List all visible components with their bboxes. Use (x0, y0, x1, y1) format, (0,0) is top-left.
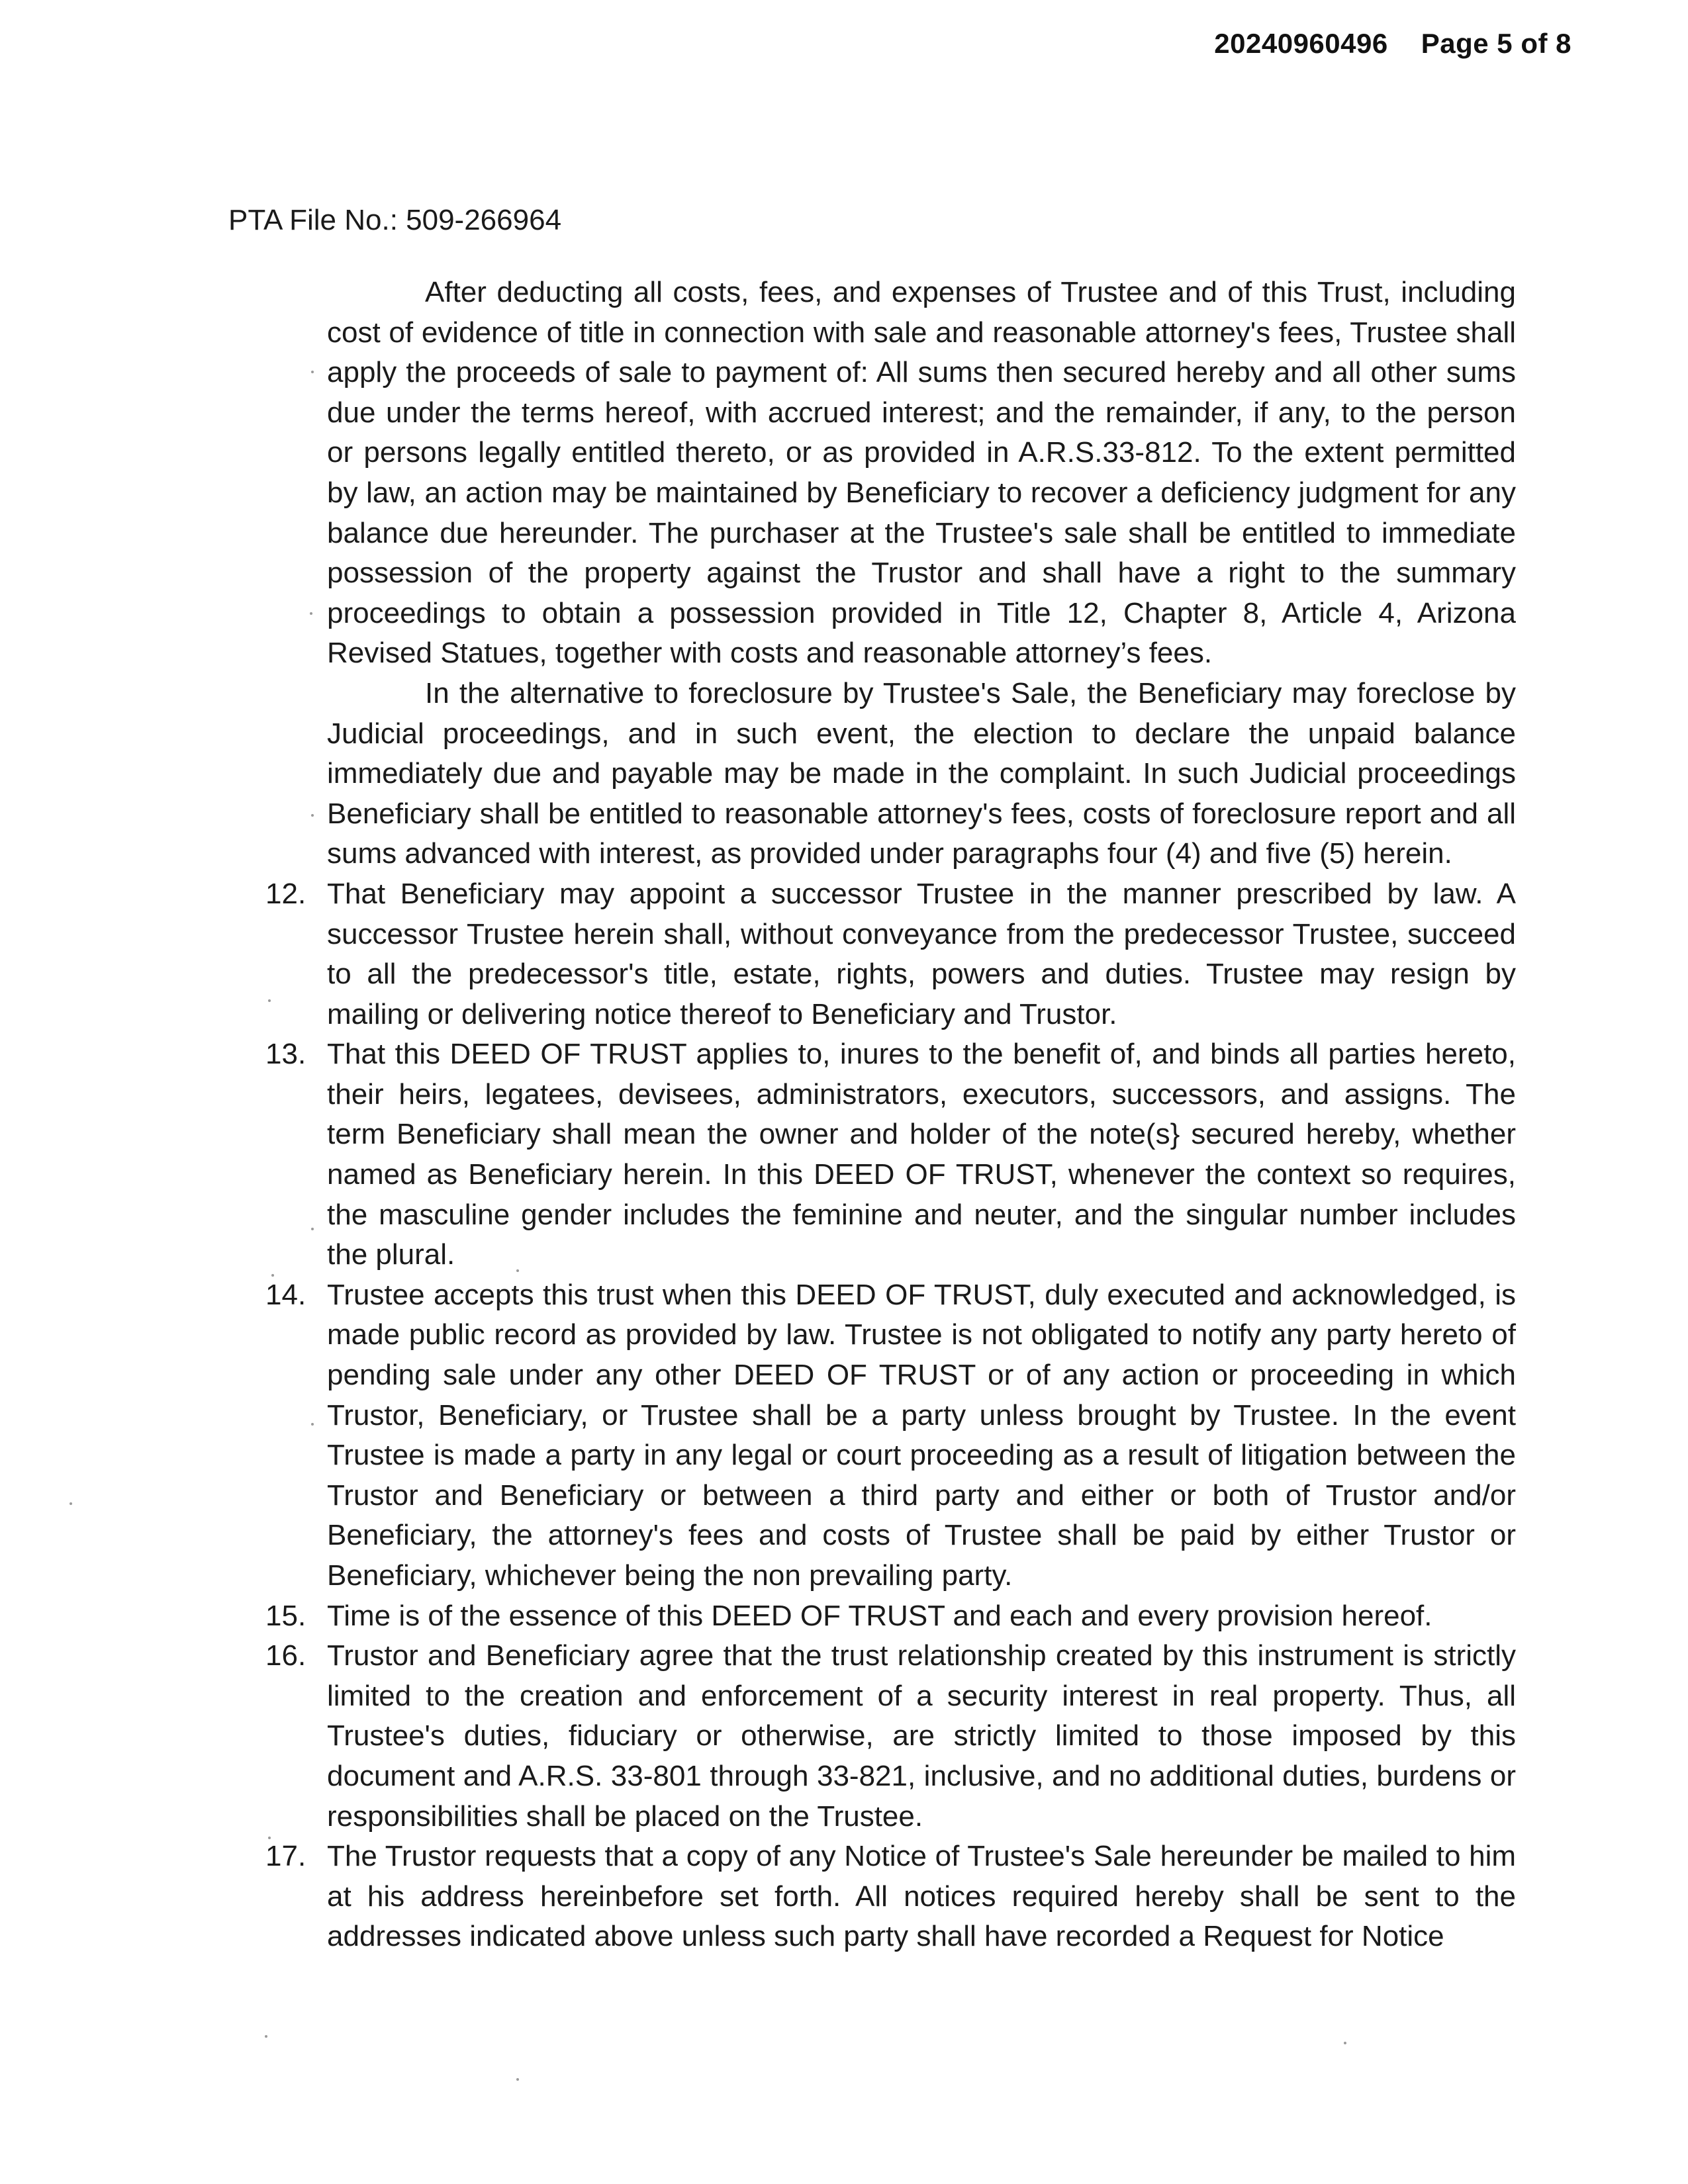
item-number: 13. (265, 1038, 306, 1071)
scan-speck (265, 2035, 267, 2038)
paragraph-proceeds: After deducting all costs, fees, and expenses of Trustee and of this Trust, including cost of evidence of title in connection with sale and reasonable attorney's fees, Trustee shall apply the proceeds of sale to payment of: All sums then secured hereby and all other sums due under the terms hereof, with accrued interest; and the remainder, if any, to the person or persons legally entitled thereto, or as provided in A.R.S.33-812. To the extent permitted by law, an action may be maintained by Beneficiary to recover a deficiency judgment for any balance due hereunder. The purchaser at the Trustee's sale shall be entitled to immediate possession of the property against the Trustor and shall have a right to the summary proceedings to obtain a possession provided in Title 12, Chapter 8, Article 4, Arizona Revised Statues, together with costs and reasonable attorney’s fees. (327, 276, 1516, 670)
scan-speck (516, 2078, 519, 2081)
scan-speck (310, 612, 312, 615)
item-number: 17. (265, 1840, 306, 1873)
recording-header (1214, 28, 1571, 60)
scan-speck (1344, 2042, 1346, 2044)
scan-speck (311, 1228, 314, 1230)
file-number: PTA File No.: 509-266964 (228, 204, 562, 236)
item-text: Time is of the essence of this DEED OF TRUST and each and every provision hereof. (327, 1599, 1432, 1632)
scan-speck (271, 1274, 274, 1277)
scan-speck (311, 814, 314, 817)
paragraph-judicial-foreclosure: In the alternative to foreclosure by Trustee's Sale, the Beneficiary may foreclose by Judicial proceedings, and in such event, the election to declare the unpaid balance immediately due and payable may be made in the complaint. In such Judicial proceedings Beneficiary shall be entitled to reasonable attorney's fees, costs of foreclosure report and all sums advanced with interest, as provided under paragraphs four (4) and five (5) herein. (327, 676, 1516, 870)
document-body (265, 273, 1516, 1957)
item-text: Trustee accepts this trust when this DEED OF TRUST, duly executed and acknowledged, is made public record as provided by law. Trustee is not obligated to notify any party hereto of pending sale under any other DEED OF TRUST or of any action or proceeding in which Trustor, Beneficiary, or Trustee shall be a party unless brought by Trustee. In the event Trustee is made a party in any legal or court proceeding as a result of litigation between the Trustor and Beneficiary or between a third party and either or both of Trustor and/or Beneficiary, the attorney's fees and costs of Trustee shall be paid by either Trustor or Beneficiary, whichever being the non prevailing party. (327, 1278, 1516, 1592)
list-item (265, 1596, 1516, 1637)
item-text: The Trustor requests that a copy of any Notice of Trustee's Sale hereunder be mailed to him at his address hereinbefore set forth. All notices required hereby shall be sent to the addresses indicated above unless such party shall have recorded a Request for Notice (327, 1840, 1516, 1953)
scan-speck (311, 371, 314, 373)
item-text: That this DEED OF TRUST applies to, inures to the benefit of, and binds all parties hereto, their heirs, legatees, devisees, administrators, executors, successors, and assigns. The term Beneficiary shall mean the owner and holder of the note(s} secured hereby, whether named as Beneficiary herein. In this DEED OF TRUST, whenever the context so requires, the masculine gender includes the feminine and neuter, and the singular number includes the plural. (327, 1038, 1516, 1271)
scan-speck (311, 1423, 314, 1426)
numbered-provisions (265, 874, 1516, 1957)
list-item (265, 1636, 1516, 1837)
list-item (265, 1837, 1516, 1957)
item-text: Trustor and Beneficiary agree that the trust relationship created by this instrument is strictly limited to the creation and enforcement of a security interest in real property. Thus, all Trustee's duties, fiduciary or otherwise, are strictly limited to those imposed by this document and A.R.S. 33-801 through 33-821, inclusive, and no additional duties, burdens or responsibilities shall be placed on the Trustee. (327, 1639, 1516, 1833)
scan-speck (268, 1837, 271, 1839)
scan-speck (70, 1502, 72, 1505)
item-number: 14. (265, 1278, 306, 1311)
item-number: 12. (265, 877, 306, 910)
scan-speck (516, 1269, 519, 1272)
list-item (265, 1275, 1516, 1596)
list-item (265, 874, 1516, 1034)
item-number: 15. (265, 1599, 306, 1632)
item-text: That Beneficiary may appoint a successor Trustee in the manner prescribed by law. A successor Trustee herein shall, without conveyance from the predecessor Trustee, succeed to all the predecessor's title, estate, rights, powers and duties. Trustee may resign by mailing or delivering notice thereof to Beneficiary and Trustor. (327, 877, 1516, 1030)
item-number: 16. (265, 1639, 306, 1672)
list-item (265, 1034, 1516, 1275)
recording-number: 20240960496 (1214, 28, 1388, 59)
page-label: Page 5 of 8 (1421, 28, 1571, 59)
scan-speck (268, 999, 271, 1002)
